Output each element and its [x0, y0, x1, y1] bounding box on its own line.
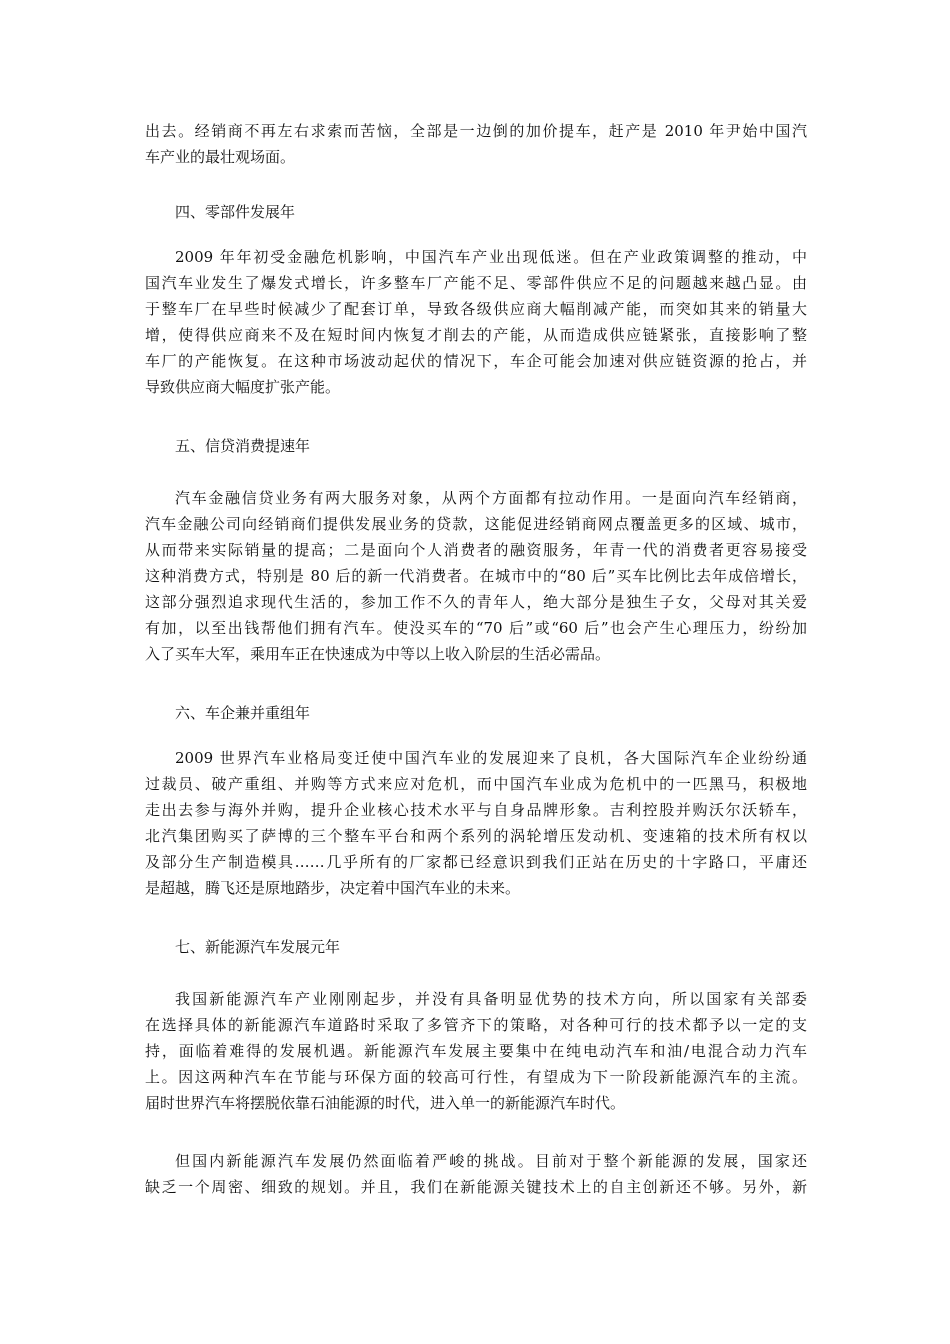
text-line: 汽车金融公司向经销商们提供发展业务的贷款，这能促进经销商网点覆盖更多的区域、城市，	[145, 515, 807, 533]
section-heading-5: 五、信贷消费提速年	[175, 437, 311, 455]
text-line: 持，面临着难得的发展机遇。新能源汽车发展主要集中在纯电动汽车和油/电混合动力汽车	[145, 1042, 807, 1060]
text-line: 汽车金融信贷业务有两大服务对象，从两个方面都有拉动作用。一是面向汽车经销商，	[175, 489, 807, 507]
paragraph-intro-continuation	[145, 118, 807, 170]
text-line: 从而带来实际销量的提高；二是面向个人消费者的融资服务，年青一代的消费者更容易接受	[145, 541, 807, 559]
text-line: 有加，以至出钱帮他们拥有汽车。使没买车的“70 后”或“60 后”也会产生心理压力，纷纷加	[145, 619, 807, 637]
section-heading-7: 七、新能源汽车发展元年	[175, 938, 341, 956]
text-line: 北汽集团购买了萨博的三个整车平台和两个系列的涡轮增压发动机、变速箱的技术所有权以	[145, 827, 807, 845]
text-line: 导致供应商大幅度扩张产能。	[145, 378, 341, 396]
text-line: 2009 年年初受金融危机影响，中国汽车产业出现低迷。但在产业政策调整的推动，中	[175, 248, 807, 266]
text-line: 过裁员、破产重组、并购等方式来应对危机，而中国汽车业成为危机中的一匹黑马，积极地	[145, 775, 807, 793]
text-line: 这种消费方式，特别是 80 后的新一代消费者。在城市中的“80 后”买车比例比去年成倍增长，	[145, 567, 807, 585]
text-line: 增，使得供应商来不及在短时间内恢复才削去的产能，从而造成供应链紧张，直接影响了整	[145, 326, 807, 344]
text-line: 于整车厂在早些时候减少了配套订单，导致各级供应商大幅削减产能，而突如其来的销量大	[145, 300, 807, 318]
text-line: 入了买车大军，乘用车正在快速成为中等以上收入阶层的生活必需品。	[145, 645, 611, 663]
text-line: 但国内新能源汽车发展仍然面临着严峻的挑战。目前对于整个新能源的发展，国家还	[175, 1152, 807, 1170]
section-heading-6: 六、车企兼并重组年	[175, 704, 311, 722]
paragraph-section-4	[145, 244, 807, 400]
section-heading-4: 四、零部件发展年	[175, 203, 296, 221]
text-line: 及部分生产制造模具……几乎所有的厂家都已经意识到我们正站在历史的十字路口，平庸还	[145, 853, 807, 871]
paragraph-challenges	[145, 1148, 807, 1200]
text-line: 是超越，腾飞还是原地踏步，决定着中国汽车业的未来。	[145, 879, 521, 897]
paragraph-section-7	[145, 986, 807, 1116]
text-line: 走出去参与海外并购，提升企业核心技术水平与自身品牌形象。吉利控股并购沃尔沃轿车，	[145, 801, 807, 819]
text-line: 车产业的最壮观场面。	[145, 148, 296, 166]
text-line: 车厂的产能恢复。在这种市场波动起伏的情况下，车企可能会加速对供应链资源的抢占，并	[145, 352, 807, 370]
text-line: 上。因这两种汽车在节能与环保方面的较高可行性，有望成为下一阶段新能源汽车的主流。	[145, 1068, 807, 1086]
text-line: 出去。经销商不再左右求索而苦恼，全部是一边倒的加价提车，赶产是 2010 年尹始中国汽	[145, 122, 807, 140]
text-line: 2009 世界汽车业格局变迁使中国汽车业的发展迎来了良机，各大国际汽车企业纷纷通	[175, 749, 807, 767]
paragraph-section-5	[145, 485, 807, 667]
text-line: 缺乏一个周密、细致的规划。并且，我们在新能源关键技术上的自主创新还不够。另外，新	[145, 1178, 807, 1196]
text-line: 届时世界汽车将摆脱依靠石油能源的时代，进入单一的新能源汽车时代。	[145, 1094, 626, 1112]
text-line: 我国新能源汽车产业刚刚起步，并没有具备明显优势的技术方向，所以国家有关部委	[175, 990, 807, 1008]
paragraph-section-6	[145, 745, 807, 901]
text-line: 这部分强烈追求现代生活的，参加工作不久的青年人，绝大部分是独生子女，父母对其关爱	[145, 593, 807, 611]
text-line: 国汽车业发生了爆发式增长，许多整车厂产能不足、零部件供应不足的问题越来越凸显。由	[145, 274, 807, 292]
text-line: 在选择具体的新能源汽车道路时采取了多管齐下的策略，对各种可行的技术都予以一定的支	[145, 1016, 807, 1034]
